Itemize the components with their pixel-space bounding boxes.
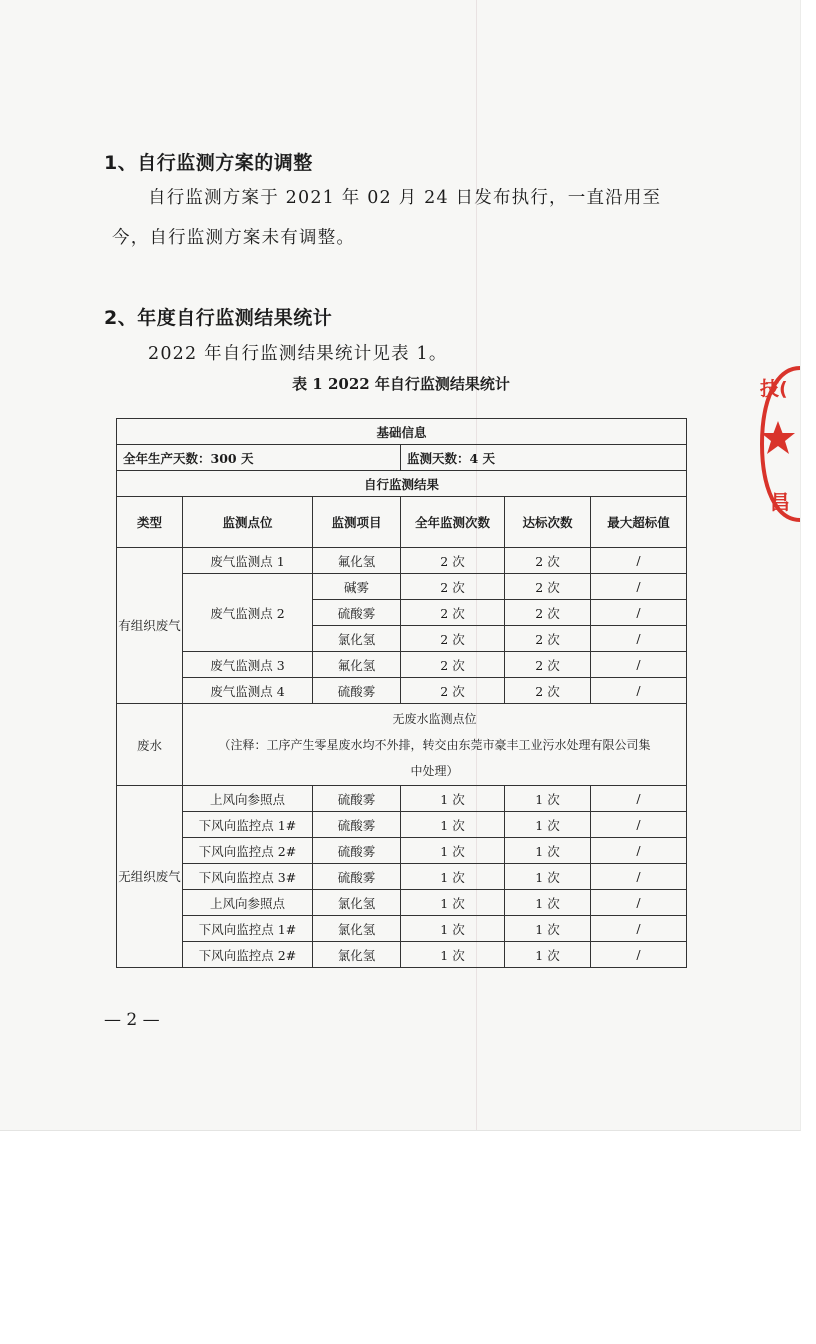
annual-cell: 1 次: [401, 838, 505, 864]
pass-cell: 1 次: [505, 916, 591, 942]
monitoring-days: 监测天数：4 天: [401, 445, 687, 471]
section-1-heading: 1、自行监测方案的调整: [104, 152, 313, 174]
max-cell: /: [591, 812, 687, 838]
table-row: [117, 652, 687, 678]
annual-cell: 1 次: [401, 890, 505, 916]
section-1-text-line-1: 自行监测方案于 2021 年 02 月 24 日发布执行，一直沿用至: [148, 188, 662, 208]
item-cell: 氟化氢: [313, 548, 401, 574]
page-number: — 2 —: [104, 1010, 160, 1030]
table-row: [117, 890, 687, 916]
table-caption: 表 1 2022 年自行监测结果统计: [292, 375, 510, 393]
wastewater-line-2: （注释：工序产生零星废水均不外排，转交由东莞市豪丰工业污水处理有限公司集: [218, 737, 651, 752]
wastewater-line-3: 中处理）: [410, 763, 459, 778]
item-cell: 氯化氢: [313, 916, 401, 942]
max-cell: /: [591, 678, 687, 704]
section-2-intro: 2022 年自行监测结果统计见表 1。: [148, 344, 448, 364]
table-row: [117, 704, 687, 786]
seal-text-bottom: 昌: [770, 490, 790, 514]
item-cell: 硫酸雾: [313, 678, 401, 704]
header-point: 监测点位: [183, 497, 313, 548]
item-cell: 碱雾: [313, 574, 401, 600]
annual-cell: 2 次: [401, 600, 505, 626]
pass-cell: 1 次: [505, 864, 591, 890]
section-2-heading: 2、年度自行监测结果统计: [104, 307, 333, 329]
type-cell-fugitive: 无组织废气: [117, 786, 183, 968]
max-cell: /: [591, 574, 687, 600]
pass-cell: 1 次: [505, 838, 591, 864]
pass-cell: 2 次: [505, 548, 591, 574]
pass-cell: 1 次: [505, 812, 591, 838]
item-cell: 氟化氢: [313, 652, 401, 678]
point-cell: 下风向监控点 1#: [183, 812, 313, 838]
item-cell: 氯化氢: [313, 942, 401, 968]
table-row: [117, 574, 687, 600]
table-row: [117, 678, 687, 704]
max-cell: /: [591, 600, 687, 626]
wastewater-line-1: 无废水监测点位: [392, 711, 477, 726]
table-row: [117, 548, 687, 574]
pass-cell: 1 次: [505, 786, 591, 812]
annual-cell: 1 次: [401, 864, 505, 890]
header-max-exceed: 最大超标值: [591, 497, 687, 548]
point-cell: 废气监测点 4: [183, 678, 313, 704]
section-1-text-line-2: 今，自行监测方案未有调整。: [112, 228, 356, 248]
point-cell: 废气监测点 3: [183, 652, 313, 678]
max-cell: /: [591, 652, 687, 678]
wastewater-note: [183, 704, 687, 786]
point-cell: 下风向监控点 2#: [183, 942, 313, 968]
max-cell: /: [591, 864, 687, 890]
annual-cell: 1 次: [401, 942, 505, 968]
item-cell: 氯化氢: [313, 890, 401, 916]
max-cell: /: [591, 548, 687, 574]
item-cell: 硫酸雾: [313, 838, 401, 864]
item-cell: 硫酸雾: [313, 812, 401, 838]
max-cell: /: [591, 890, 687, 916]
table-row: [117, 916, 687, 942]
table-row: [117, 942, 687, 968]
type-cell-wastewater: 废水: [117, 704, 183, 786]
annual-cell: 1 次: [401, 812, 505, 838]
pass-cell: 1 次: [505, 942, 591, 968]
annual-cell: 2 次: [401, 678, 505, 704]
item-cell: 硫酸雾: [313, 864, 401, 890]
type-cell-organized: 有组织废气: [117, 548, 183, 704]
item-cell: 氯化氢: [313, 626, 401, 652]
table-row: [117, 786, 687, 812]
annual-cell: 2 次: [401, 574, 505, 600]
star-icon: [760, 420, 796, 456]
pass-cell: 2 次: [505, 574, 591, 600]
header-type: 类型: [117, 497, 183, 548]
pass-cell: 1 次: [505, 890, 591, 916]
header-annual-count: 全年监测次数: [401, 497, 505, 548]
pass-cell: 2 次: [505, 600, 591, 626]
production-days: 全年生产天数：300 天: [117, 445, 401, 471]
table-row: [117, 864, 687, 890]
seal-text-top: 技(: [760, 378, 788, 400]
annual-cell: 1 次: [401, 786, 505, 812]
pass-cell: 2 次: [505, 652, 591, 678]
monitoring-results-table: [116, 418, 687, 968]
point-cell: 下风向监控点 3#: [183, 864, 313, 890]
point-cell: 下风向监控点 1#: [183, 916, 313, 942]
header-item: 监测项目: [313, 497, 401, 548]
official-seal: [756, 360, 800, 528]
max-cell: /: [591, 942, 687, 968]
results-title: 自行监测结果: [117, 471, 687, 497]
max-cell: /: [591, 838, 687, 864]
point-cell: 下风向监控点 2#: [183, 838, 313, 864]
annual-cell: 2 次: [401, 548, 505, 574]
point-cell: 废气监测点 2: [183, 574, 313, 652]
annual-cell: 1 次: [401, 916, 505, 942]
pass-cell: 2 次: [505, 626, 591, 652]
point-cell: 上风向参照点: [183, 890, 313, 916]
table-row: [117, 812, 687, 838]
basic-info-title: 基础信息: [117, 419, 687, 445]
item-cell: 硫酸雾: [313, 600, 401, 626]
annual-cell: 2 次: [401, 652, 505, 678]
point-cell: 上风向参照点: [183, 786, 313, 812]
table-row: [117, 838, 687, 864]
header-pass-count: 达标次数: [505, 497, 591, 548]
pass-cell: 2 次: [505, 678, 591, 704]
item-cell: 硫酸雾: [313, 786, 401, 812]
max-cell: /: [591, 626, 687, 652]
max-cell: /: [591, 916, 687, 942]
annual-cell: 2 次: [401, 626, 505, 652]
max-cell: /: [591, 786, 687, 812]
point-cell: 废气监测点 1: [183, 548, 313, 574]
